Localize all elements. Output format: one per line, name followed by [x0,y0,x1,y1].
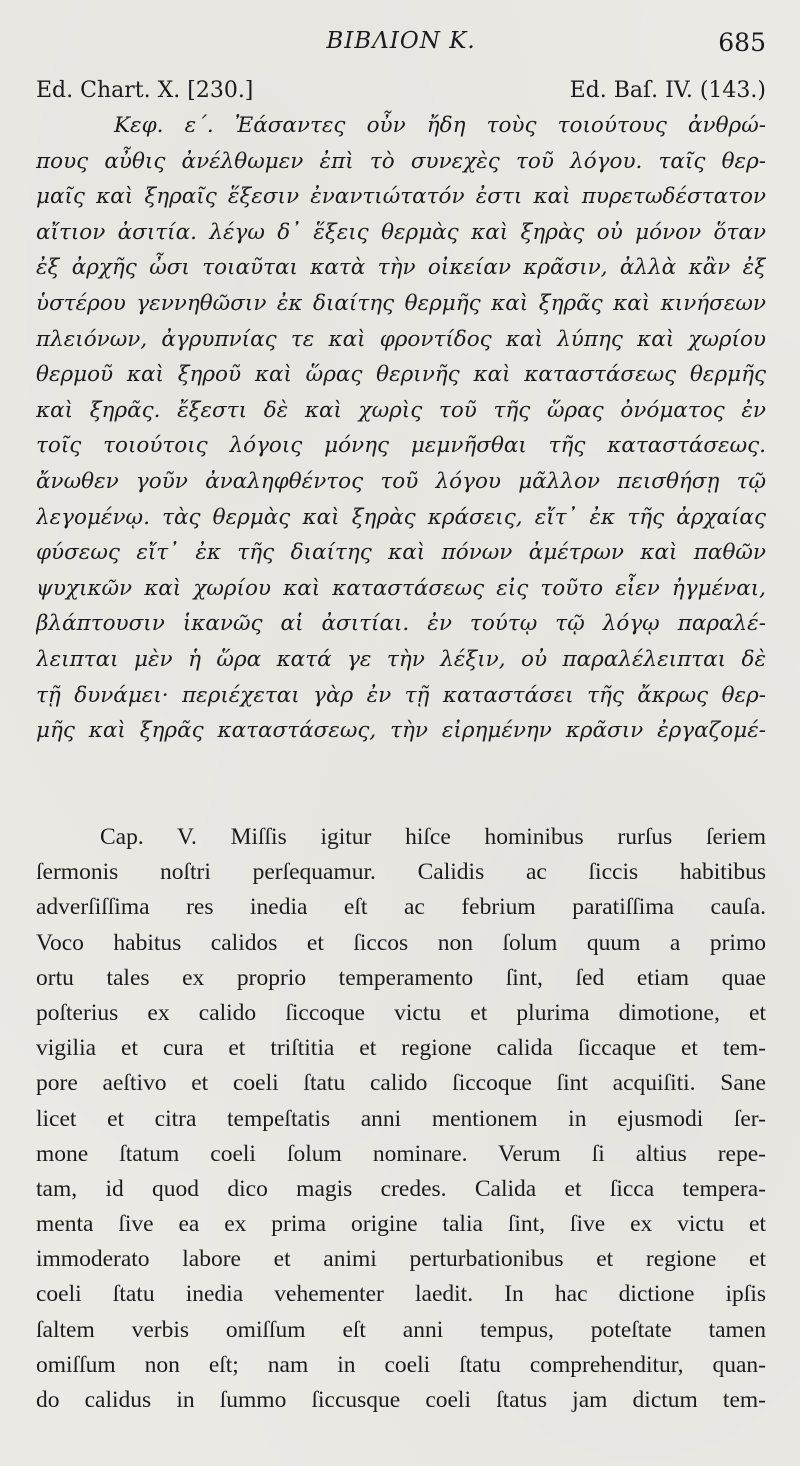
greek-line: ἄνωθεν γοῦν ἀναληφθέντος τοῦ λόγου μᾶλλον πεισθήσῃ τῷ [36,468,766,494]
latin-line: pore aeſtivo et coeli ſtatu calido ſiccoque ſint acquiſiti. Sane [36,1070,766,1097]
greek-line: ἐξ ἀρχῆς ὦσι τοιαῦται κατὰ τὴν οἰκείαν κρᾶσιν, ἀλλὰ κἂν ἐξ [36,255,766,281]
edition-chartier: Ed. Chart. X. [230.] [36,78,254,103]
latin-line: poſterius ex calido ſiccoque victu et plurima dimotione, et [36,999,766,1026]
latin-line: do calidus in ſummo ſiccusque coeli ſtatus jam dictum tem- [36,1387,766,1413]
latin-line: vigilia et cura et triſtitia et regione calida ſiccaque et tem- [36,1035,766,1062]
latin-line: immoderato labore et animi perturbationibus et regione et [36,1246,766,1273]
greek-line: μαῖς καὶ ξηραῖς ἕξεσιν ἐναντιώτατόν ἐστι καὶ πυρετωδέστατον [36,184,766,210]
greek-line: λεγομένῳ. τὰς θερμὰς καὶ ξηρὰς κράσεις, εἴτ᾽ ἐκ τῆς ἀρχαίας [36,504,766,530]
latin-line: ortu tales ex proprio temperamento ſint, ſed etiam quae [36,964,766,991]
greek-line: ψυχικῶν καὶ χωρίου καὶ καταστάσεως εἰς τοῦτο εἶεν ἠγμέναι, [36,575,766,601]
page-header [36,28,766,68]
latin-line: adverſiſſima res inedia eſt ac febrium paratiſſima cauſa. [36,894,766,921]
latin-line: Cap. V. Miſſis igitur hiſce hominibus rurſus ſeriem [100,824,766,850]
greek-line: φύσεως εἴτ᾽ ἐκ τῆς διαίτης καὶ πόνων ἀμέτρων καὶ παθῶν [36,540,766,566]
latin-line: ſaltem verbis omiſſum eſt anni tempus, poteſtate tamen [36,1316,766,1343]
latin-line: tam, id quod dico magis credes. Calida et ſicca tempera- [36,1175,766,1202]
greek-line: θερμοῦ καὶ ξηροῦ καὶ ὥρας θερινῆς καὶ καταστάσεως θερμῆς [36,362,766,388]
latin-line: mone ſtatum coeli ſolum nominare. Verum ſi altius repe- [36,1140,766,1167]
greek-line: αἴτιον ἀσιτία. λέγω δ᾽ ἕξεις θερμὰς καὶ ξηρὰς οὐ μόνον ὅταν [36,219,766,245]
greek-line: βλάπτουσιν ἱκανῶς αἱ ἀσιτίαι. ἐν τούτῳ τῷ λόγῳ παραλέ- [36,611,766,637]
greek-line: λειπται μὲν ἡ ὥρα κατά γε τὴν λέξιν, οὐ παραλέλειπται δὲ [36,646,766,672]
latin-line: coeli ſtatu inedia vehementer laedit. In hac dictione ipſis [36,1281,766,1308]
greek-line: τοῖς τοιούτοις λόγοις μόνης μεμνῆσθαι τῆς καταστάσεως. [36,433,766,459]
latin-text-block [36,820,766,1418]
page-number: 685 [718,28,766,57]
latin-line: menta ſive ea ex prima origine talia ſint, ſive ex victu et [36,1211,766,1238]
edition-reference [36,78,766,112]
greek-line: ὑστέρου γεννηθῶσιν ἐκ διαίτης θερμῆς καὶ ξηρᾶς καὶ κινήσεων [36,290,766,316]
running-title: ΒΙΒΛΙΟΝ Κ. [326,28,476,54]
greek-line: πλειόνων, ἀγρυπνίας τε καὶ φροντίδος καὶ λύπης καὶ χωρίου [36,326,766,352]
latin-line: Voco habitus calidos et ſiccos non ſolum quum a primo [36,929,766,956]
latin-line: licet et citra tempeſtatis anni mentionem in ejusmodi ſer- [36,1105,766,1132]
greek-line: μῆς καὶ ξηρᾶς καταστάσεως, τὴν εἰρημένην κρᾶσιν ἐργαζομέ- [36,718,766,744]
greek-line: πους αὖθις ἀνέλθωμεν ἐπὶ τὸ συνεχὲς τοῦ λόγου. ταῖς θερ- [36,148,766,174]
greek-text-block [36,108,766,749]
greek-line: καὶ ξηρᾶς. ἔξεστι δὲ καὶ χωρὶς τοῦ τῆς ὥρας ὀνόματος ἐν [36,397,766,423]
latin-line: omiſſum non eſt; nam in coeli ſtatu comprehenditur, quan- [36,1351,766,1378]
latin-line: ſermonis noſtri perſequamur. Calidis ac ſiccis habitibus [36,859,766,886]
edition-basel: Ed. Baſ. IV. (143.) [569,78,766,103]
greek-line: τῇ δυνάμει· περιέχεται γὰρ ἐν τῇ καταστάσει τῆς ἄκρως θερ- [36,682,766,708]
greek-line: Κεφ. ε΄. Ἐάσαντες οὖν ἤδη τοὺς τοιούτους ἀνθρώ- [114,113,766,138]
